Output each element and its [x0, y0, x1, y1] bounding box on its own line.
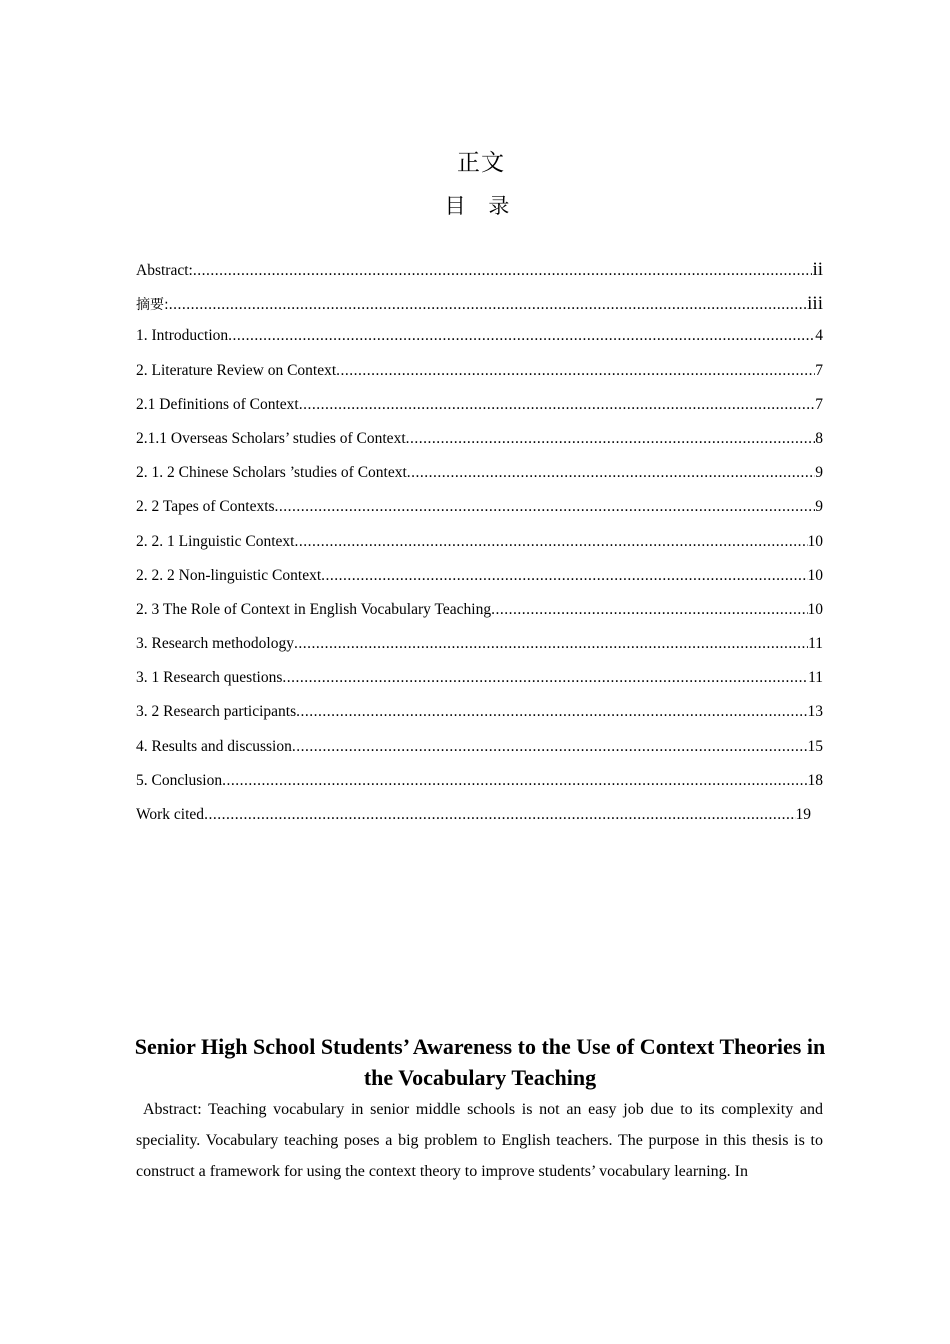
- toc-entry-label: 2. 3 The Role of Context in English Vocabulary Teaching: [136, 600, 492, 618]
- toc-entry-label: 3. 1 Research questions: [136, 669, 283, 687]
- toc-dot-leader: [294, 533, 807, 551]
- toc-entry-tapes-of-contexts[interactable]: [136, 498, 823, 532]
- toc-entry-introduction[interactable]: [136, 327, 823, 361]
- toc-entry-page: 7: [815, 361, 823, 379]
- toc-entry-label: Abstract:: [136, 262, 193, 279]
- toc-entry-page: 15: [807, 737, 823, 755]
- toc-entry-page: 10: [807, 600, 823, 618]
- toc-dot-leader: [296, 703, 807, 721]
- toc-entry-role-of-context[interactable]: [136, 601, 823, 635]
- toc-entry-page: iii: [807, 293, 823, 315]
- toc-dot-leader: [292, 738, 808, 756]
- toc-entry-label: 4. Results and discussion: [136, 737, 292, 755]
- toc-entry-label: Work cited: [136, 806, 205, 823]
- toc-entry-literature-review[interactable]: [136, 362, 823, 396]
- toc-dot-leader: [193, 262, 813, 280]
- toc-entry-page: 7: [815, 395, 823, 413]
- toc-dot-leader: [222, 772, 807, 790]
- toc-entry-page: 11: [808, 635, 823, 653]
- toc-title: 目 录: [444, 194, 518, 218]
- toc-entry-research-questions[interactable]: [136, 669, 823, 703]
- toc-dot-leader: [169, 296, 807, 314]
- toc-entry-label: 2. 2. 1 Linguistic Context: [136, 532, 295, 550]
- toc-entry-label: 2.1 Definitions of Context: [136, 395, 299, 413]
- toc-entry-non-linguistic-context[interactable]: [136, 567, 823, 601]
- toc-entry-conclusion[interactable]: [136, 772, 823, 806]
- toc-entry-chinese-abstract[interactable]: [136, 293, 823, 327]
- toc-entry-label: 3. 2 Research participants: [136, 703, 297, 721]
- toc-dot-leader: [491, 601, 807, 619]
- toc-entry-overseas-scholars[interactable]: [136, 430, 823, 464]
- toc-entry-label: 摘要:: [136, 297, 169, 314]
- toc-dot-leader: [407, 464, 815, 482]
- toc-entry-chinese-scholars[interactable]: [136, 464, 823, 498]
- toc-entry-label: 2. 2 Tapes of Contexts: [136, 498, 275, 516]
- toc-entry-abstract[interactable]: [136, 259, 823, 293]
- toc-dot-leader: [282, 669, 808, 687]
- table-of-contents: [136, 259, 823, 840]
- toc-entry-page: 18: [807, 771, 823, 789]
- toc-entry-label: 2. Literature Review on Context: [136, 361, 337, 379]
- toc-entry-page: 9: [815, 498, 823, 516]
- toc-entry-page: ii: [812, 259, 823, 280]
- toc-entry-label: 2. 1. 2 Chinese Scholars ’studies of Context: [136, 464, 407, 482]
- toc-dot-leader: [275, 498, 816, 516]
- toc-entry-page: 13: [807, 703, 823, 721]
- toc-entry-work-cited[interactable]: [136, 806, 811, 840]
- toc-entry-page: 11: [808, 669, 823, 687]
- toc-entry-label: 1. Introduction: [136, 327, 229, 345]
- page-title: 正文: [457, 150, 505, 176]
- abstract-text: Abstract: Teaching vocabulary in senior middle schools is not an easy job due to its complexity and speciality. Vocabulary teaching poses a big problem to English teachers. The purpose in this thesis is to construct a framework for using the context theory to improve students’ vocabulary learning. In: [136, 1101, 823, 1180]
- toc-entry-page: 4: [815, 327, 823, 345]
- toc-entry-page: 8: [815, 429, 823, 447]
- toc-entry-research-methodology[interactable]: [136, 635, 823, 669]
- toc-entry-label: 3. Research methodology: [136, 635, 294, 653]
- toc-dot-leader: [299, 396, 816, 414]
- toc-entry-definitions[interactable]: [136, 396, 823, 430]
- toc-entry-label: 2.1.1 Overseas Scholars’ studies of Context: [136, 429, 406, 447]
- toc-dot-leader: [321, 567, 807, 585]
- toc-dot-leader: [294, 635, 808, 653]
- toc-dot-leader: [406, 430, 816, 448]
- toc-entry-page: 19: [795, 806, 811, 823]
- toc-entry-page: 10: [807, 566, 823, 584]
- toc-entry-results-discussion[interactable]: [136, 738, 823, 772]
- toc-entry-research-participants[interactable]: [136, 703, 823, 737]
- toc-entry-page: 10: [807, 532, 823, 550]
- toc-dot-leader: [204, 806, 795, 824]
- toc-entry-label: 2. 2. 2 Non-linguistic Context: [136, 566, 322, 584]
- toc-dot-leader: [228, 327, 815, 345]
- paper-title: Senior High School Students’ Awareness to the Use of Context Theories in the Vocabulary Teaching: [134, 1034, 826, 1090]
- toc-entry-linguistic-context[interactable]: [136, 533, 823, 567]
- toc-dot-leader: [336, 362, 815, 380]
- toc-entry-page: 9: [815, 464, 823, 482]
- toc-entry-label: 5. Conclusion: [136, 771, 223, 789]
